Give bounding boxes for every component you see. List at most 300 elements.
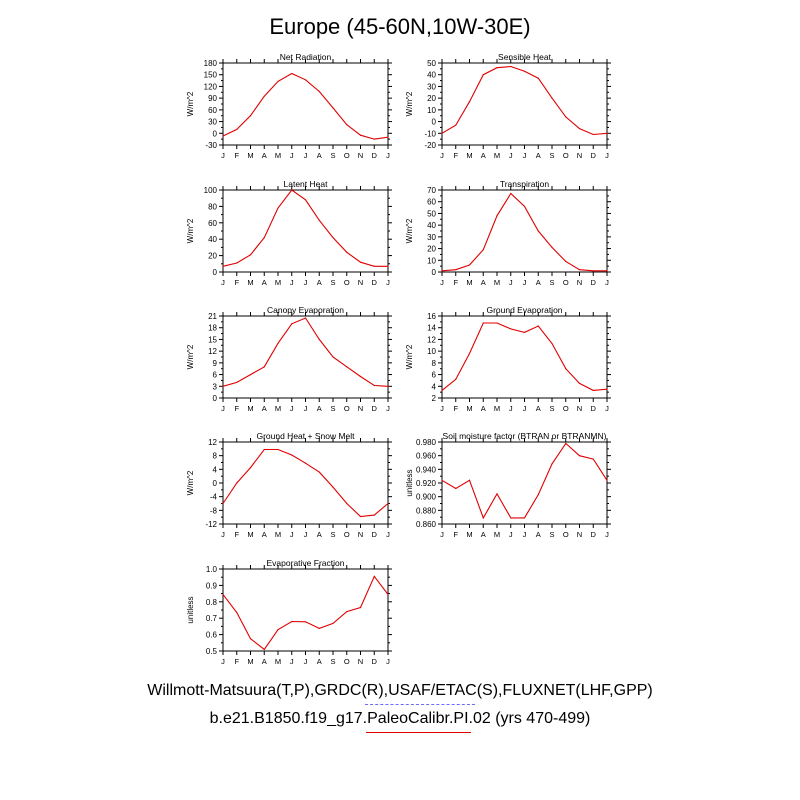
y-tick-label: 6 [212, 370, 217, 380]
y-tick-label: 4 [212, 465, 217, 475]
x-tick-label: S [330, 278, 336, 287]
chart-panel-6 [186, 431, 392, 539]
y-tick-label: 0.7 [205, 614, 217, 624]
data-point [277, 449, 278, 450]
y-tick-label: 180 [203, 59, 217, 68]
data-point [538, 78, 539, 79]
page-title: Europe (45-60N,10W-30E) [269, 14, 531, 39]
x-tick-label: A [535, 404, 541, 413]
data-point [222, 594, 223, 595]
y-tick-label: 40 [427, 70, 436, 80]
data-point [250, 254, 251, 255]
x-tick-label: F [234, 530, 240, 539]
data-point [551, 343, 552, 344]
y-tick-label: -10 [424, 129, 436, 139]
data-point [606, 270, 607, 271]
x-tick-label: A [261, 404, 267, 413]
x-tick-label: S [549, 404, 555, 413]
y-tick-label: 10 [427, 105, 436, 115]
data-point [319, 471, 320, 472]
x-tick-label: J [386, 278, 390, 287]
series-line-model [223, 74, 388, 140]
data-point [346, 503, 347, 504]
x-tick-label: J [303, 657, 308, 666]
data-point [469, 264, 470, 265]
y-tick-label: 0.880 [415, 506, 436, 516]
data-point [510, 328, 511, 329]
data-point [565, 116, 566, 117]
plot-frame [223, 63, 388, 145]
data-point [332, 487, 333, 488]
y-tick-label: -30 [205, 141, 217, 150]
y-tick-label: 60 [427, 197, 436, 207]
chart-title: Net Radiation [279, 52, 332, 62]
chart-title: Evaporative Fraction [266, 558, 345, 568]
x-tick-label: A [316, 404, 322, 413]
data-point [565, 261, 566, 262]
x-tick-label: M [466, 404, 473, 413]
y-tick-label: 90 [208, 94, 217, 104]
y-axis-label: unitless [405, 469, 414, 497]
y-tick-label: -20 [424, 141, 436, 150]
chart-panel-4 [186, 305, 392, 413]
y-tick-label: 0.940 [415, 465, 436, 475]
data-point [455, 379, 456, 380]
chart-panel-3 [405, 179, 611, 287]
y-tick-label: 6 [431, 370, 436, 380]
data-point [483, 517, 484, 518]
data-point [538, 230, 539, 231]
y-tick-label: 3 [212, 382, 217, 392]
data-point [496, 322, 497, 323]
y-tick-label: 30 [427, 232, 436, 242]
data-point [510, 193, 511, 194]
x-tick-label: A [535, 530, 541, 539]
y-tick-label: 20 [427, 94, 436, 104]
x-tick-label: A [480, 404, 486, 413]
x-tick-label: O [562, 151, 569, 160]
data-point [291, 323, 292, 324]
y-tick-label: 20 [427, 244, 436, 254]
y-tick-label: 10 [427, 256, 436, 266]
x-tick-label: A [261, 657, 267, 666]
data-point [374, 266, 375, 267]
data-point [606, 389, 607, 390]
series-line-model [442, 443, 607, 518]
y-tick-label: 40 [208, 235, 217, 245]
data-point [236, 382, 237, 383]
data-point [538, 494, 539, 495]
x-tick-label: J [605, 278, 609, 287]
x-tick-label: J [522, 404, 527, 413]
x-tick-label: F [234, 657, 240, 666]
data-point [236, 482, 237, 483]
data-point [593, 270, 594, 271]
data-point [360, 376, 361, 377]
data-point [387, 503, 388, 504]
y-tick-label: 2 [431, 394, 436, 403]
y-tick-label: 40 [427, 221, 436, 231]
x-tick-label: A [535, 151, 541, 160]
series-line-model [223, 190, 388, 266]
x-tick-label: J [508, 530, 513, 539]
y-tick-label: 0.980 [415, 438, 436, 447]
data-point [222, 386, 223, 387]
x-tick-label: N [357, 657, 364, 666]
x-tick-label: M [493, 530, 501, 539]
x-tick-label: A [480, 530, 486, 539]
data-point [441, 270, 442, 271]
y-axis-label: unitless [186, 596, 195, 624]
data-point [305, 621, 306, 622]
data-point [346, 252, 347, 253]
data-point [264, 96, 265, 97]
x-tick-label: D [590, 530, 596, 539]
y-tick-label: 60 [208, 105, 217, 115]
data-point [551, 463, 552, 464]
x-tick-label: J [605, 151, 609, 160]
data-point [455, 269, 456, 270]
data-point [455, 124, 456, 125]
y-tick-label: 10 [427, 347, 436, 357]
x-tick-label: J [303, 151, 308, 160]
y-tick-label: -8 [209, 506, 217, 516]
y-tick-label: 0 [431, 117, 436, 127]
data-point [222, 503, 223, 504]
plot-frame [442, 190, 607, 272]
data-point [469, 353, 470, 354]
x-tick-label: J [386, 657, 390, 666]
y-tick-label: 0.9 [205, 581, 217, 591]
legend-model-label: b.e21.B1850.f19_g17.PaleoCalibr.PI.02 (yrs 470-499) [209, 710, 591, 727]
y-tick-label: 0 [212, 268, 217, 277]
y-tick-label: 30 [208, 117, 217, 127]
plot-frame [223, 316, 388, 398]
x-tick-label: J [221, 404, 225, 413]
data-point [319, 220, 320, 221]
data-point [264, 449, 265, 450]
x-tick-label: S [549, 530, 555, 539]
x-tick-label: J [440, 404, 444, 413]
x-tick-label: J [605, 530, 609, 539]
y-tick-label: -4 [209, 492, 217, 502]
data-point [551, 247, 552, 248]
data-point [524, 332, 525, 333]
series-line-model [442, 194, 607, 271]
chart-title: Ground Heat + Snow Melt [256, 431, 355, 441]
x-tick-label: D [371, 278, 377, 287]
x-tick-label: A [261, 278, 267, 287]
x-tick-label: F [453, 151, 459, 160]
data-point [510, 66, 511, 67]
x-tick-label: F [453, 530, 459, 539]
y-tick-label: 21 [208, 312, 217, 321]
x-tick-label: J [221, 657, 225, 666]
data-point [277, 207, 278, 208]
chart-panel-8 [186, 558, 392, 666]
series-line-model [442, 323, 607, 390]
x-tick-label: M [247, 530, 254, 539]
plot-frame [223, 569, 388, 651]
x-tick-label: M [466, 151, 473, 160]
data-point [387, 266, 388, 267]
y-tick-label: 14 [427, 323, 436, 333]
y-tick-label: 0 [212, 479, 217, 488]
data-point [579, 455, 580, 456]
legend-observations-swatch [365, 704, 475, 705]
x-tick-label: S [330, 404, 336, 413]
x-tick-label: M [493, 404, 501, 413]
series-line-model [223, 576, 388, 649]
data-point [305, 317, 306, 318]
data-point [305, 79, 306, 80]
x-tick-label: M [274, 657, 282, 666]
y-tick-label: 12 [427, 335, 436, 345]
chart-panel-7 [405, 431, 611, 539]
x-tick-label: J [440, 278, 444, 287]
data-point [496, 67, 497, 68]
x-tick-label: O [343, 151, 350, 160]
data-point [236, 129, 237, 130]
y-tick-label: 0 [431, 268, 436, 277]
data-point [441, 390, 442, 391]
data-point [579, 269, 580, 270]
x-tick-label: M [274, 530, 282, 539]
data-point [332, 356, 333, 357]
data-point [250, 467, 251, 468]
chart-panel-0 [186, 52, 392, 160]
data-point [606, 133, 607, 134]
x-tick-label: M [274, 151, 282, 160]
x-tick-label: J [440, 530, 444, 539]
data-point [291, 189, 292, 190]
data-point [319, 628, 320, 629]
data-point [565, 443, 566, 444]
data-point [606, 480, 607, 481]
y-tick-label: 80 [208, 202, 217, 212]
data-point [374, 385, 375, 386]
data-point [332, 107, 333, 108]
x-tick-label: M [274, 278, 282, 287]
y-tick-label: 120 [203, 82, 217, 92]
x-tick-label: J [289, 151, 294, 160]
y-tick-label: 50 [427, 209, 436, 219]
legend-model-swatch [366, 732, 471, 733]
data-point [496, 215, 497, 216]
x-tick-label: O [343, 657, 350, 666]
x-tick-label: D [371, 151, 377, 160]
y-tick-label: 15 [208, 335, 217, 345]
x-tick-label: J [386, 530, 390, 539]
data-point [264, 366, 265, 367]
data-point [579, 383, 580, 384]
chart-panel-2 [186, 179, 392, 287]
x-tick-label: J [289, 404, 294, 413]
x-tick-label: N [357, 530, 364, 539]
data-point [250, 115, 251, 116]
x-tick-label: A [316, 530, 322, 539]
x-tick-label: D [371, 530, 377, 539]
x-tick-label: J [386, 151, 390, 160]
chart-title: Latent Heat [283, 179, 328, 189]
x-tick-label: F [234, 404, 240, 413]
data-point [483, 74, 484, 75]
y-axis-label: W/m^2 [186, 218, 195, 244]
data-point [277, 629, 278, 630]
legend-observations-label: Willmott-Matsuura(T,P),GRDC(R),USAF/ETAC(S),FLUXNET(LHF,GPP) [147, 682, 653, 699]
x-tick-label: A [480, 151, 486, 160]
x-tick-label: J [221, 278, 225, 287]
series-line-model [223, 450, 388, 517]
x-tick-label: J [303, 404, 308, 413]
data-point [305, 199, 306, 200]
y-tick-label: 0.900 [415, 492, 436, 502]
x-tick-label: O [343, 530, 350, 539]
data-point [222, 266, 223, 267]
data-point [277, 343, 278, 344]
x-tick-label: J [522, 151, 527, 160]
x-tick-label: F [234, 278, 240, 287]
data-point [250, 638, 251, 639]
data-point [441, 480, 442, 481]
data-point [346, 124, 347, 125]
y-axis-label: W/m^2 [186, 344, 195, 370]
x-tick-label: J [508, 278, 513, 287]
x-tick-label: F [234, 151, 240, 160]
x-tick-label: A [535, 278, 541, 287]
data-point [291, 73, 292, 74]
x-tick-label: N [576, 404, 583, 413]
data-point [374, 576, 375, 577]
data-point [332, 623, 333, 624]
y-axis-label: W/m^2 [186, 91, 195, 117]
data-point [360, 262, 361, 263]
data-point [360, 516, 361, 517]
data-point [483, 249, 484, 250]
x-tick-label: D [371, 404, 377, 413]
data-point [579, 128, 580, 129]
data-point [455, 488, 456, 489]
y-tick-label: 70 [427, 186, 436, 195]
plot-frame [442, 442, 607, 524]
chart-panel-5 [405, 305, 611, 413]
chart-title: Ground Evaporation [486, 305, 563, 315]
data-point [524, 517, 525, 518]
data-point [593, 134, 594, 135]
x-tick-label: J [522, 530, 527, 539]
x-tick-label: S [330, 657, 336, 666]
data-point [346, 366, 347, 367]
data-point [374, 515, 375, 516]
x-tick-label: N [576, 530, 583, 539]
x-tick-label: J [508, 404, 513, 413]
data-point [524, 206, 525, 207]
x-tick-label: O [343, 278, 350, 287]
series-line-model [442, 67, 607, 135]
y-tick-label: 18 [208, 323, 217, 333]
data-point [346, 611, 347, 612]
x-tick-label: F [453, 278, 459, 287]
x-tick-label: J [289, 657, 294, 666]
y-tick-label: 12 [208, 438, 217, 447]
chart-title: Sensible Heat [498, 52, 551, 62]
data-point [510, 517, 511, 518]
x-tick-label: A [316, 657, 322, 666]
data-point [524, 71, 525, 72]
x-tick-label: N [357, 151, 364, 160]
x-tick-label: D [590, 151, 596, 160]
data-point [469, 101, 470, 102]
data-point [374, 139, 375, 140]
y-tick-label: 150 [203, 70, 217, 80]
x-tick-label: D [590, 404, 596, 413]
y-axis-label: W/m^2 [186, 470, 195, 496]
x-tick-label: J [303, 278, 308, 287]
x-tick-label: D [371, 657, 377, 666]
x-tick-label: A [261, 530, 267, 539]
data-point [387, 137, 388, 138]
x-tick-label: J [386, 404, 390, 413]
y-tick-label: 20 [208, 251, 217, 261]
y-tick-label: 60 [208, 218, 217, 228]
data-point [291, 454, 292, 455]
x-tick-label: J [289, 278, 294, 287]
plot-frame [442, 316, 607, 398]
y-tick-label: 0 [212, 129, 217, 139]
y-axis-label: W/m^2 [405, 91, 414, 117]
plot-frame [223, 442, 388, 524]
x-tick-label: J [605, 404, 609, 413]
data-point [319, 91, 320, 92]
y-tick-label: 0.5 [205, 647, 217, 656]
y-tick-label: 16 [427, 312, 436, 321]
x-tick-label: S [330, 151, 336, 160]
y-tick-label: 0.920 [415, 479, 436, 488]
data-point [305, 463, 306, 464]
y-tick-label: 0.860 [415, 520, 436, 529]
plot-frame [223, 190, 388, 272]
y-tick-label: 12 [208, 347, 217, 357]
x-tick-label: J [522, 278, 527, 287]
chart-title: Soil moisture factor (BTRAN or BTRANMN) [442, 431, 607, 441]
x-tick-label: S [330, 530, 336, 539]
x-tick-label: S [549, 278, 555, 287]
data-point [593, 458, 594, 459]
x-tick-label: M [466, 530, 473, 539]
data-point [593, 390, 594, 391]
x-tick-label: M [493, 278, 501, 287]
y-tick-label: 0.960 [415, 451, 436, 461]
data-point [483, 322, 484, 323]
data-point [441, 133, 442, 134]
x-tick-label: N [357, 404, 364, 413]
y-axis-label: W/m^2 [405, 344, 414, 370]
data-point [236, 262, 237, 263]
data-point [332, 237, 333, 238]
y-tick-label: 9 [212, 358, 217, 368]
y-tick-label: 8 [212, 451, 217, 461]
y-tick-label: 50 [427, 59, 436, 68]
data-point [277, 81, 278, 82]
x-tick-label: O [562, 530, 569, 539]
chart-title: Canopy Evaporation [266, 305, 345, 315]
data-point [496, 493, 497, 494]
y-tick-label: 8 [431, 358, 436, 368]
y-tick-label: 0.6 [205, 630, 217, 640]
chart-panel-1 [405, 52, 611, 160]
x-tick-label: M [466, 278, 473, 287]
data-point [469, 480, 470, 481]
